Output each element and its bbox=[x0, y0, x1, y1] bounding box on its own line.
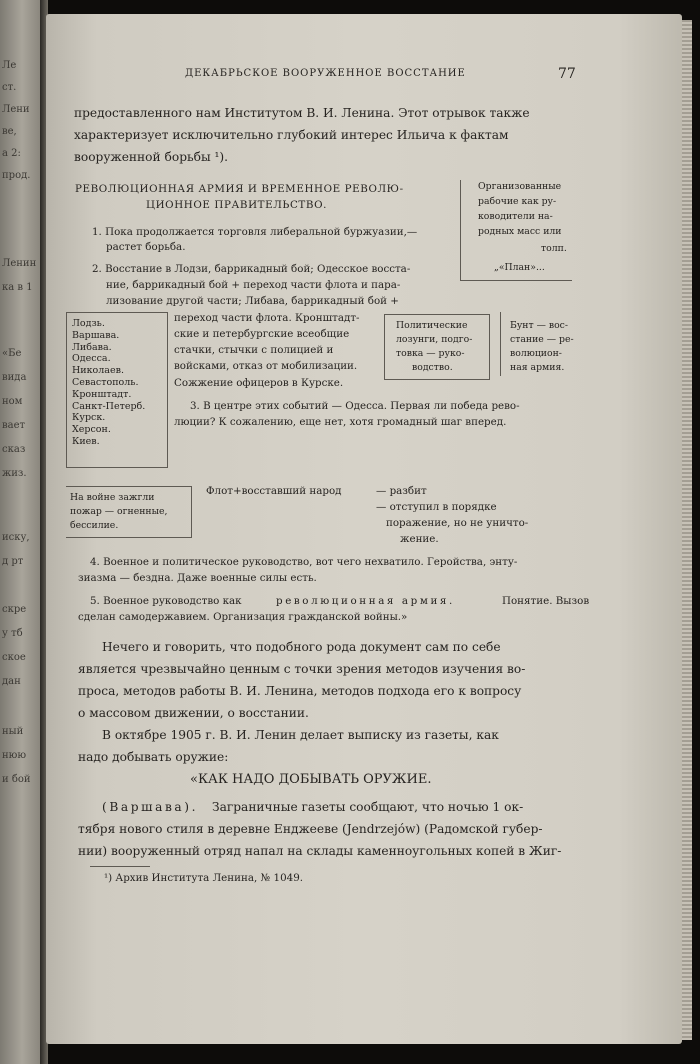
quote-heading: «КАК НАДО ДОБЫВАТЬ ОРУЖИЕ. bbox=[190, 772, 432, 787]
left-page-fragment: Ле bbox=[2, 60, 17, 71]
side-note-line: ководители на- bbox=[478, 211, 553, 222]
document-item-2: лизование другой части; Либава, баррикадный бой + bbox=[106, 295, 399, 307]
quote-line: нии) вооруженный отряд напал на склады каменноугольных копей в Жиг- bbox=[78, 844, 562, 858]
left-page-fragment: нюю bbox=[2, 750, 27, 761]
body-line: является чрезвычайно ценным с точки зрения методов изучения во- bbox=[78, 662, 526, 676]
city-name: Либава. bbox=[72, 341, 112, 353]
left-page-fragment: жиз. bbox=[2, 468, 27, 479]
side-note-bracket bbox=[460, 180, 461, 280]
document-title: РЕВОЛЮЦИОННАЯ АРМИЯ И ВРЕМЕННОЕ РЕВОЛЮ- bbox=[75, 183, 404, 195]
document-item-1: 1. Пока продолжается торговля либеральной буржуазии,— bbox=[92, 226, 418, 238]
left-page-fragment: ст. bbox=[2, 82, 17, 93]
left-page-fragment: ный bbox=[2, 726, 24, 737]
left-page-fragment: «Бе bbox=[2, 348, 22, 359]
city-name: Курск. bbox=[72, 412, 106, 424]
city-name: Киев. bbox=[72, 435, 100, 447]
left-page-fragment: у тб bbox=[2, 628, 23, 639]
city-name: Херсон. bbox=[72, 424, 111, 436]
document-item-3: 3. В центре этих событий — Одесса. Первая ли победа рево- bbox=[190, 400, 520, 412]
left-page-fragment: Лени bbox=[2, 104, 30, 115]
left-page-edge bbox=[0, 0, 40, 1064]
left-page-fragment: а 2: bbox=[2, 148, 21, 159]
side-note-line: „«План»... bbox=[494, 262, 545, 273]
political-box-line: лозунги, подго- bbox=[396, 334, 473, 345]
body-line: о массовом движении, о восстании. bbox=[78, 706, 309, 720]
side-note-bracket bbox=[460, 280, 572, 281]
war-note-line: На войне зажгли bbox=[70, 492, 155, 503]
document-item-5-emphasis: революционная армия. bbox=[276, 595, 455, 607]
left-page-fragment: прод. bbox=[2, 170, 31, 181]
document-item-3: люции? К сожалению, еще нет, хотя громадный шаг вперед. bbox=[174, 416, 507, 428]
riot-note-line: волюцион- bbox=[510, 348, 562, 359]
left-page-fragment: Ленин bbox=[2, 258, 37, 269]
footnote-rule bbox=[90, 866, 150, 867]
document-item-2: ские и петербургские всеобщие bbox=[174, 328, 350, 340]
fleet-outcome: — разбит bbox=[376, 485, 427, 497]
fleet-line: Флот+восставший народ bbox=[206, 485, 342, 497]
document-item-2: войсками, отказ от мобилизации. bbox=[174, 360, 358, 372]
war-note-line: пожар — огненные, bbox=[70, 506, 168, 517]
fleet-outcome: поражение, но не уничто- bbox=[386, 517, 529, 529]
left-page-fragment: вает bbox=[2, 420, 26, 431]
fleet-outcome: жение. bbox=[400, 533, 439, 545]
riot-note-line: ная армия. bbox=[510, 362, 565, 373]
city-name: Лодзь. bbox=[72, 318, 105, 329]
city-name: Кронштадт. bbox=[72, 388, 132, 400]
document-item-4: зиазма — бездна. Даже военные силы есть. bbox=[78, 572, 317, 584]
city-name: Одесса. bbox=[72, 353, 111, 365]
body-line: Нечего и говорить, что подобного рода документ сам по себе bbox=[102, 640, 501, 654]
document-title: ЦИОННОЕ ПРАВИТЕЛЬСТВО. bbox=[146, 199, 327, 211]
document-item-2: ние, баррикадный бой + переход части флота и пара- bbox=[106, 279, 401, 291]
left-page-fragment: дан bbox=[2, 676, 21, 687]
left-page-fragment: ве, bbox=[2, 126, 17, 137]
running-head: ДЕКАБРЬСКОЕ ВООРУЖЕННОЕ ВОССТАНИЕ bbox=[185, 68, 466, 79]
city-name: Санкт-Петерб. bbox=[72, 400, 146, 412]
document-item-2: 2. Восстание в Лодзи, баррикадный бой; Одесское восста- bbox=[92, 263, 411, 275]
left-page-fragment: д рт bbox=[2, 556, 24, 567]
document-item-2: Сожжение офицеров в Курске. bbox=[174, 377, 344, 389]
riot-note-line: Бунт — вос- bbox=[510, 320, 569, 331]
intro-line: характеризует исключительно глубокий интерес Ильича к фактам bbox=[74, 128, 509, 142]
document-item-1: растет борьба. bbox=[106, 241, 186, 253]
political-box-line: Политические bbox=[396, 320, 468, 331]
city-name: Севастополь. bbox=[72, 376, 139, 388]
body-line: надо добывать оружие: bbox=[78, 750, 229, 764]
left-page-fragment: ном bbox=[2, 396, 23, 407]
quote-location: (Варшава). bbox=[102, 800, 199, 814]
document-item-4: 4. Военное и политическое руководство, вот чего нехватило. Геройства, энту- bbox=[90, 556, 518, 568]
side-note-line: рабочие как ру- bbox=[478, 196, 557, 207]
political-box-line: товка — руко- bbox=[396, 348, 465, 359]
quote-line: Заграничные газеты сообщают, что ночью 1 ок- bbox=[212, 800, 524, 814]
document-item-5: сделан самодержавием. Организация гражданской войны.» bbox=[78, 611, 408, 623]
body-line: проса, методов работы В. И. Ленина, методов подхода его к вопросу bbox=[78, 684, 522, 698]
riot-note-bracket bbox=[500, 312, 501, 376]
political-box-line: водство. bbox=[412, 362, 453, 373]
side-note-line: Организованные bbox=[478, 181, 562, 192]
left-page-fragment: сказ bbox=[2, 444, 26, 455]
side-note-line: толп. bbox=[541, 243, 567, 254]
left-page-fragment: скре bbox=[2, 604, 27, 615]
fleet-outcome: — отступил в порядке bbox=[376, 501, 497, 513]
city-name: Николаев. bbox=[72, 365, 124, 377]
footnote: ¹) Архив Института Ленина, № 1049. bbox=[104, 872, 304, 884]
riot-note-line: стание — ре- bbox=[510, 334, 574, 345]
intro-line: предоставленного нам Институтом В. И. Ленина. Этот отрывок также bbox=[74, 106, 530, 120]
war-note-line: бессилие. bbox=[70, 520, 119, 531]
left-page-fragment: иску, bbox=[2, 532, 30, 543]
left-page-fragment: ка в 1 bbox=[2, 282, 33, 293]
left-page-fragment: и бой bbox=[2, 774, 31, 785]
document-item-5: Понятие. Вызов bbox=[502, 595, 590, 607]
cities-box bbox=[66, 312, 168, 468]
body-line: В октябре 1905 г. В. И. Ленин делает выписку из газеты, как bbox=[102, 728, 499, 742]
quote-line: тября нового стиля в деревне Енджееве (Jendrzejów) (Радомской губер- bbox=[78, 822, 543, 836]
document-item-5: 5. Военное руководство как bbox=[90, 595, 242, 607]
side-note-line: родных масс или bbox=[478, 226, 562, 237]
intro-line: вооруженной борьбы ¹). bbox=[74, 150, 229, 164]
city-name: Варшава. bbox=[72, 329, 120, 341]
page-number: 77 bbox=[558, 66, 576, 82]
document-item-2: стачки, стычки с полицией и bbox=[174, 344, 334, 356]
left-page-fragment: ское bbox=[2, 652, 26, 663]
document-item-2: переход части флота. Кронштадт- bbox=[174, 312, 360, 324]
left-page-fragment: вида bbox=[2, 372, 27, 383]
